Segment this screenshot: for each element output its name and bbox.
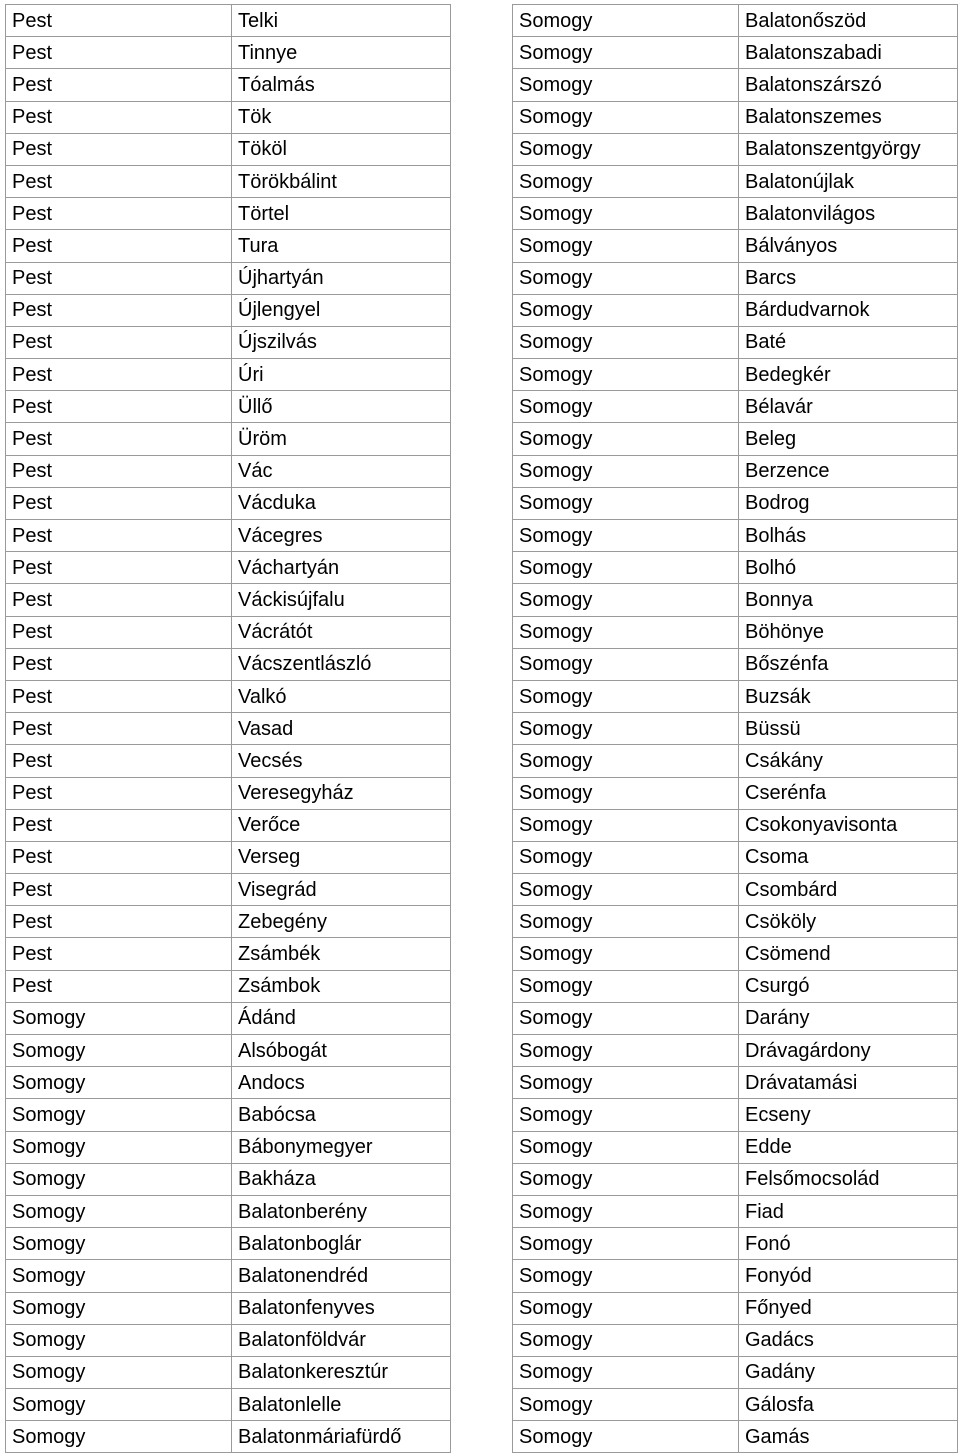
county-cell: Pest — [6, 165, 232, 197]
table-body — [6, 5, 451, 1453]
table-row — [6, 906, 451, 938]
settlement-cell: Tököl — [232, 133, 451, 165]
table-row — [6, 1292, 451, 1324]
table-row — [6, 165, 451, 197]
table-row — [6, 584, 451, 616]
table-row — [6, 680, 451, 712]
settlement-cell: Beleg — [739, 423, 958, 455]
table-row — [6, 1356, 451, 1388]
table-row — [513, 359, 958, 391]
county-cell: Somogy — [513, 713, 739, 745]
county-cell: Somogy — [513, 5, 739, 37]
county-cell: Pest — [6, 230, 232, 262]
settlement-cell: Újhartyán — [232, 262, 451, 294]
settlement-cell: Üllő — [232, 391, 451, 423]
settlement-table-right — [512, 4, 958, 1453]
table-row — [6, 938, 451, 970]
settlement-cell: Főnyed — [739, 1292, 958, 1324]
table-row — [6, 1163, 451, 1195]
settlement-cell: Barcs — [739, 262, 958, 294]
county-cell: Somogy — [513, 1163, 739, 1195]
settlement-cell: Balatonszárszó — [739, 69, 958, 101]
county-cell: Somogy — [513, 1131, 739, 1163]
table-row — [6, 1421, 451, 1453]
county-cell: Somogy — [6, 1260, 232, 1292]
table-row — [513, 1002, 958, 1034]
county-cell: Pest — [6, 874, 232, 906]
settlement-cell: Verseg — [232, 841, 451, 873]
table-row — [513, 294, 958, 326]
county-cell: Pest — [6, 487, 232, 519]
settlement-cell: Vácduka — [232, 487, 451, 519]
settlement-cell: Vác — [232, 455, 451, 487]
table-row — [513, 1260, 958, 1292]
settlement-cell: Baté — [739, 326, 958, 358]
table-row — [6, 809, 451, 841]
county-cell: Somogy — [513, 809, 739, 841]
county-cell: Somogy — [513, 841, 739, 873]
table-row — [6, 69, 451, 101]
settlement-cell: Törtel — [232, 198, 451, 230]
county-cell: Somogy — [513, 584, 739, 616]
table-row — [513, 841, 958, 873]
settlement-cell: Csákány — [739, 745, 958, 777]
table-row — [513, 101, 958, 133]
county-cell: Somogy — [513, 874, 739, 906]
table-row — [513, 5, 958, 37]
table-row — [6, 648, 451, 680]
table-row — [513, 423, 958, 455]
table-row — [6, 262, 451, 294]
county-cell: Somogy — [6, 1356, 232, 1388]
table-row — [6, 1260, 451, 1292]
table-body — [513, 5, 958, 1453]
table-row — [513, 37, 958, 69]
table-row — [6, 133, 451, 165]
county-cell: Somogy — [513, 359, 739, 391]
table-row — [513, 455, 958, 487]
table-row — [513, 1035, 958, 1067]
table-row — [6, 1002, 451, 1034]
settlement-cell: Bedegkér — [739, 359, 958, 391]
table-row — [513, 777, 958, 809]
table-row — [513, 262, 958, 294]
county-cell: Pest — [6, 101, 232, 133]
table-row — [6, 552, 451, 584]
county-cell: Somogy — [6, 1099, 232, 1131]
settlement-table-left — [5, 4, 451, 1453]
table-row — [513, 680, 958, 712]
settlement-cell: Fonyód — [739, 1260, 958, 1292]
county-cell: Somogy — [513, 262, 739, 294]
county-cell: Somogy — [513, 745, 739, 777]
county-cell: Somogy — [513, 970, 739, 1002]
county-cell: Somogy — [6, 1195, 232, 1227]
settlement-cell: Drávatamási — [739, 1067, 958, 1099]
county-cell: Somogy — [6, 1324, 232, 1356]
county-cell: Pest — [6, 713, 232, 745]
table-row — [513, 520, 958, 552]
settlement-cell: Bőszénfa — [739, 648, 958, 680]
settlement-cell: Törökbálint — [232, 165, 451, 197]
settlement-cell: Balatonberény — [232, 1195, 451, 1227]
table-row — [6, 1035, 451, 1067]
settlement-cell: Balatonlelle — [232, 1389, 451, 1421]
settlement-cell: Újlengyel — [232, 294, 451, 326]
settlement-cell: Gálosfa — [739, 1389, 958, 1421]
settlement-cell: Csombárd — [739, 874, 958, 906]
county-cell: Somogy — [513, 680, 739, 712]
county-cell: Somogy — [513, 1324, 739, 1356]
table-row — [6, 487, 451, 519]
county-cell: Pest — [6, 423, 232, 455]
county-cell: Somogy — [513, 69, 739, 101]
settlement-cell: Bolhás — [739, 520, 958, 552]
table-row — [513, 906, 958, 938]
table-row — [6, 777, 451, 809]
settlement-cell: Balatonvilágos — [739, 198, 958, 230]
county-cell: Pest — [6, 616, 232, 648]
table-row — [6, 230, 451, 262]
table-row — [6, 326, 451, 358]
settlement-cell: Babócsa — [232, 1099, 451, 1131]
county-cell: Somogy — [513, 165, 739, 197]
table-row — [513, 198, 958, 230]
county-cell: Pest — [6, 37, 232, 69]
county-cell: Somogy — [6, 1131, 232, 1163]
county-cell: Somogy — [6, 1389, 232, 1421]
settlement-cell: Zsámbék — [232, 938, 451, 970]
settlement-cell: Úri — [232, 359, 451, 391]
settlement-cell: Balatonőszöd — [739, 5, 958, 37]
table-row — [6, 616, 451, 648]
table-row — [513, 1228, 958, 1260]
county-cell: Somogy — [513, 133, 739, 165]
settlement-cell: Tinnye — [232, 37, 451, 69]
table-row — [6, 359, 451, 391]
table-row — [6, 37, 451, 69]
settlement-cell: Bábonymegyer — [232, 1131, 451, 1163]
county-cell: Pest — [6, 455, 232, 487]
county-cell: Somogy — [513, 1356, 739, 1388]
settlement-cell: Gadács — [739, 1324, 958, 1356]
table-row — [6, 874, 451, 906]
table-row — [513, 1163, 958, 1195]
settlement-cell: Bakháza — [232, 1163, 451, 1195]
table-row — [6, 745, 451, 777]
county-cell: Somogy — [513, 616, 739, 648]
settlement-cell: Váckisújfalu — [232, 584, 451, 616]
county-cell: Somogy — [513, 906, 739, 938]
county-cell: Pest — [6, 133, 232, 165]
table-row — [6, 1228, 451, 1260]
settlement-cell: Ádánd — [232, 1002, 451, 1034]
settlement-cell: Ecseny — [739, 1099, 958, 1131]
settlement-cell: Bodrog — [739, 487, 958, 519]
settlement-cell: Bélavár — [739, 391, 958, 423]
county-cell: Somogy — [513, 455, 739, 487]
county-cell: Somogy — [513, 391, 739, 423]
table-row — [513, 1421, 958, 1453]
county-cell: Somogy — [513, 294, 739, 326]
table-row — [513, 616, 958, 648]
table-row — [6, 520, 451, 552]
settlement-cell: Balatonszabadi — [739, 37, 958, 69]
county-cell: Somogy — [513, 37, 739, 69]
county-cell: Pest — [6, 809, 232, 841]
settlement-cell: Bálványos — [739, 230, 958, 262]
county-cell: Somogy — [513, 1292, 739, 1324]
county-cell: Pest — [6, 777, 232, 809]
settlement-cell: Balatonszemes — [739, 101, 958, 133]
table-row — [513, 809, 958, 841]
settlement-cell: Berzence — [739, 455, 958, 487]
table-row — [6, 970, 451, 1002]
settlement-cell: Fiad — [739, 1195, 958, 1227]
county-cell: Somogy — [6, 1292, 232, 1324]
table-row — [513, 648, 958, 680]
county-cell: Somogy — [513, 938, 739, 970]
table-row — [6, 391, 451, 423]
settlement-cell: Vácegres — [232, 520, 451, 552]
table-row — [513, 1067, 958, 1099]
settlement-cell: Valkó — [232, 680, 451, 712]
table-row — [6, 455, 451, 487]
settlement-cell: Üröm — [232, 423, 451, 455]
settlement-cell: Csokonyavisonta — [739, 809, 958, 841]
county-cell: Pest — [6, 391, 232, 423]
county-cell: Pest — [6, 970, 232, 1002]
settlement-cell: Verőce — [232, 809, 451, 841]
settlement-cell: Csököly — [739, 906, 958, 938]
settlement-cell: Edde — [739, 1131, 958, 1163]
county-cell: Somogy — [513, 552, 739, 584]
settlement-cell: Buzsák — [739, 680, 958, 712]
settlement-cell: Tura — [232, 230, 451, 262]
settlement-cell: Tök — [232, 101, 451, 133]
county-cell: Somogy — [513, 1389, 739, 1421]
settlement-cell: Váchartyán — [232, 552, 451, 584]
table-row — [513, 1131, 958, 1163]
settlement-cell: Bolhó — [739, 552, 958, 584]
settlement-cell: Csömend — [739, 938, 958, 970]
table-row — [513, 391, 958, 423]
county-cell: Somogy — [513, 1260, 739, 1292]
table-row — [513, 970, 958, 1002]
table-row — [513, 874, 958, 906]
county-cell: Somogy — [6, 1163, 232, 1195]
county-cell: Pest — [6, 648, 232, 680]
table-row — [513, 230, 958, 262]
county-cell: Somogy — [513, 777, 739, 809]
settlement-cell: Balatonendréd — [232, 1260, 451, 1292]
table-row — [513, 1292, 958, 1324]
county-cell: Somogy — [513, 101, 739, 133]
settlement-cell: Csoma — [739, 841, 958, 873]
settlement-cell: Balatonújlak — [739, 165, 958, 197]
table-row — [6, 1099, 451, 1131]
settlement-cell: Drávagárdony — [739, 1035, 958, 1067]
table-row — [6, 1324, 451, 1356]
table-row — [6, 713, 451, 745]
settlement-cell: Balatonboglár — [232, 1228, 451, 1260]
county-cell: Somogy — [513, 520, 739, 552]
settlement-cell: Andocs — [232, 1067, 451, 1099]
settlement-cell: Balatonkeresztúr — [232, 1356, 451, 1388]
settlement-cell: Zebegény — [232, 906, 451, 938]
settlement-cell: Vácrátót — [232, 616, 451, 648]
county-cell: Somogy — [513, 1099, 739, 1131]
table-row — [6, 1067, 451, 1099]
table-row — [6, 294, 451, 326]
settlement-cell: Vasad — [232, 713, 451, 745]
county-cell: Somogy — [513, 423, 739, 455]
county-cell: Somogy — [513, 230, 739, 262]
county-cell: Somogy — [513, 648, 739, 680]
table-row — [513, 713, 958, 745]
settlement-cell: Felsőmocsolád — [739, 1163, 958, 1195]
table-row — [6, 423, 451, 455]
county-cell: Somogy — [513, 198, 739, 230]
county-cell: Somogy — [513, 1035, 739, 1067]
county-cell: Somogy — [513, 1067, 739, 1099]
settlement-cell: Bonnya — [739, 584, 958, 616]
county-cell: Pest — [6, 745, 232, 777]
settlement-cell: Fonó — [739, 1228, 958, 1260]
county-cell: Pest — [6, 841, 232, 873]
county-cell: Somogy — [513, 1421, 739, 1453]
settlement-cell: Bárdudvarnok — [739, 294, 958, 326]
county-cell: Pest — [6, 584, 232, 616]
table-row — [6, 1131, 451, 1163]
settlement-cell: Tóalmás — [232, 69, 451, 101]
table-row — [513, 1324, 958, 1356]
county-cell: Pest — [6, 906, 232, 938]
county-cell: Somogy — [6, 1421, 232, 1453]
settlement-cell: Büssü — [739, 713, 958, 745]
table-row — [6, 5, 451, 37]
settlement-cell: Telki — [232, 5, 451, 37]
settlement-cell: Zsámbok — [232, 970, 451, 1002]
settlement-cell: Balatonszentgyörgy — [739, 133, 958, 165]
table-row — [6, 198, 451, 230]
county-cell: Pest — [6, 294, 232, 326]
settlement-cell: Csurgó — [739, 970, 958, 1002]
table-row — [513, 165, 958, 197]
settlement-cell: Balatonfenyves — [232, 1292, 451, 1324]
county-cell: Pest — [6, 198, 232, 230]
table-row — [6, 841, 451, 873]
settlement-cell: Visegrád — [232, 874, 451, 906]
settlement-cell: Vácszentlászló — [232, 648, 451, 680]
table-row — [6, 101, 451, 133]
county-cell: Pest — [6, 359, 232, 391]
table-row — [513, 584, 958, 616]
county-cell: Somogy — [6, 1002, 232, 1034]
county-cell: Somogy — [6, 1067, 232, 1099]
settlement-cell: Balatonmáriafürdő — [232, 1421, 451, 1453]
settlement-cell: Újszilvás — [232, 326, 451, 358]
settlement-cell: Darány — [739, 1002, 958, 1034]
settlement-cell: Alsóbogát — [232, 1035, 451, 1067]
county-cell: Somogy — [513, 1195, 739, 1227]
county-cell: Somogy — [513, 1002, 739, 1034]
table-row — [513, 552, 958, 584]
table-row — [513, 1195, 958, 1227]
settlement-cell: Vecsés — [232, 745, 451, 777]
table-row — [513, 133, 958, 165]
county-cell: Somogy — [6, 1035, 232, 1067]
table-row — [513, 69, 958, 101]
county-cell: Somogy — [513, 487, 739, 519]
county-cell: Pest — [6, 5, 232, 37]
table-row — [513, 1389, 958, 1421]
county-cell: Pest — [6, 262, 232, 294]
table-row — [6, 1389, 451, 1421]
table-row — [6, 1195, 451, 1227]
county-cell: Pest — [6, 938, 232, 970]
county-cell: Somogy — [513, 326, 739, 358]
table-row — [513, 487, 958, 519]
county-cell: Somogy — [6, 1228, 232, 1260]
county-cell: Pest — [6, 680, 232, 712]
settlement-cell: Veresegyház — [232, 777, 451, 809]
table-row — [513, 938, 958, 970]
settlement-cell: Cserénfa — [739, 777, 958, 809]
table-row — [513, 1356, 958, 1388]
table-row — [513, 745, 958, 777]
settlement-cell: Böhönye — [739, 616, 958, 648]
county-cell: Pest — [6, 326, 232, 358]
table-row — [513, 326, 958, 358]
county-cell: Pest — [6, 552, 232, 584]
county-cell: Pest — [6, 69, 232, 101]
settlement-cell: Gamás — [739, 1421, 958, 1453]
settlement-cell: Balatonföldvár — [232, 1324, 451, 1356]
county-cell: Somogy — [513, 1228, 739, 1260]
settlement-cell: Gadány — [739, 1356, 958, 1388]
county-cell: Pest — [6, 520, 232, 552]
table-row — [513, 1099, 958, 1131]
